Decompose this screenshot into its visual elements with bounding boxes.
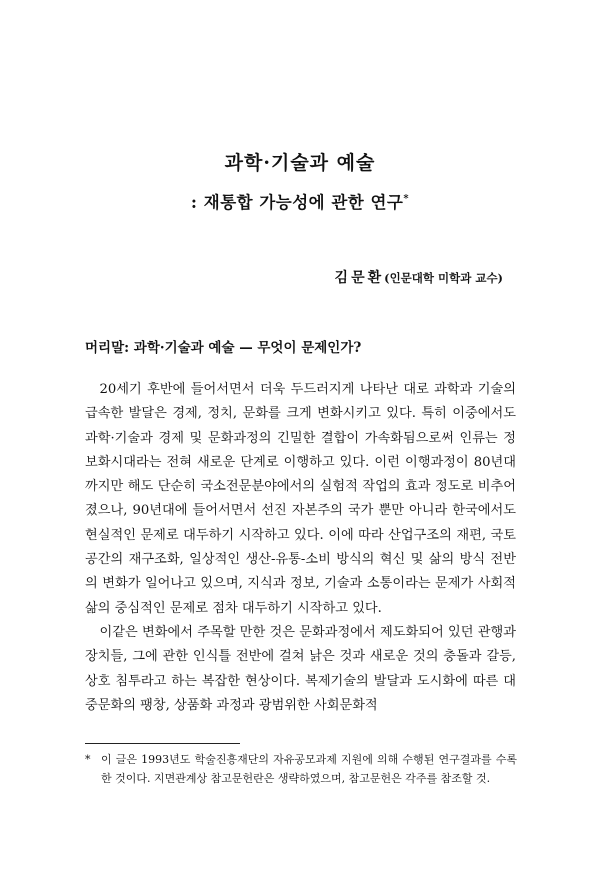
- paragraph-1: 20세기 후반에 들어서면서 더욱 두드러지게 나타난 대로 과학과 기술의 급속한 발달은 경제, 정치, 문화를 크게 변화시키고 있다. 특히 이중에서도 과학·기술과 경제 및 문화과정의 긴밀한 결합이 가속화됨으로써 인류는 정보화시대라는 전혀 새로운 단계로 이행하고 있다. 이런 이행과정이 80년대까지만 해도 단순히 국소전문분야에서의 실험적 작업의 효과 정도로 비추어졌으나, 90년대에 들어서면서 선진 자본주의 국가 뿐만 아니라 한국에서도 현실적인 문제로 대두하기 시작하고 있다. 이에 따라 산업구조의 재편, 국토공간의 재구조화, 일상적인 생산-유통-소비 방식의 혁신 및 삶의 방식 전반의 변화가 일어나고 있으며, 지식과 정보, 기술과 소통이라는 문제가 사회적 삶의 중심적인 문제로 점차 대두하기 시작하고 있다.: [85, 382, 516, 616]
- paper-title: 과학·기술과 예술: [224, 152, 376, 174]
- author-line: [335, 267, 503, 287]
- footnote-text: 이 글은 1993년도 학술진흥재단의 자유공모과제 지원에 의해 수행된 연구결과를 수록한 것이다. 지면관계상 참고문헌란은 생략하였으며, 참고문헌은 각주를 참조할 것.: [101, 753, 517, 785]
- section-heading: 머리말: 과학·기술과 예술 — 무엇이 문제인가?: [85, 340, 362, 356]
- footnote-marker: *: [403, 193, 410, 205]
- author-affiliation: (인문대학 미학과 교수): [384, 271, 503, 285]
- footnote-mark: *: [85, 753, 91, 766]
- subtitle-text: : 재통합 가능성에 관한 연구: [190, 193, 404, 212]
- paper-subtitle: [0, 189, 600, 213]
- paragraph-2: 이같은 변화에서 주목할 만한 것은 문화과정에서 제도화되어 있던 관행과 장치들, 그에 관한 인식틀 전반에 걸쳐 낡은 것과 새로운 것의 충돌과 갈등, 상호 침투라고 하는 복잡한 현상이다. 복제기술의 발달과 도시화에 따른 대중문화의 팽창, 상품화 과정과 광범위한 사회문화적: [85, 624, 516, 713]
- author-name: 김문환: [334, 270, 385, 286]
- footnote-divider: [85, 743, 240, 744]
- footnote: [85, 750, 517, 788]
- body-text: [85, 378, 516, 718]
